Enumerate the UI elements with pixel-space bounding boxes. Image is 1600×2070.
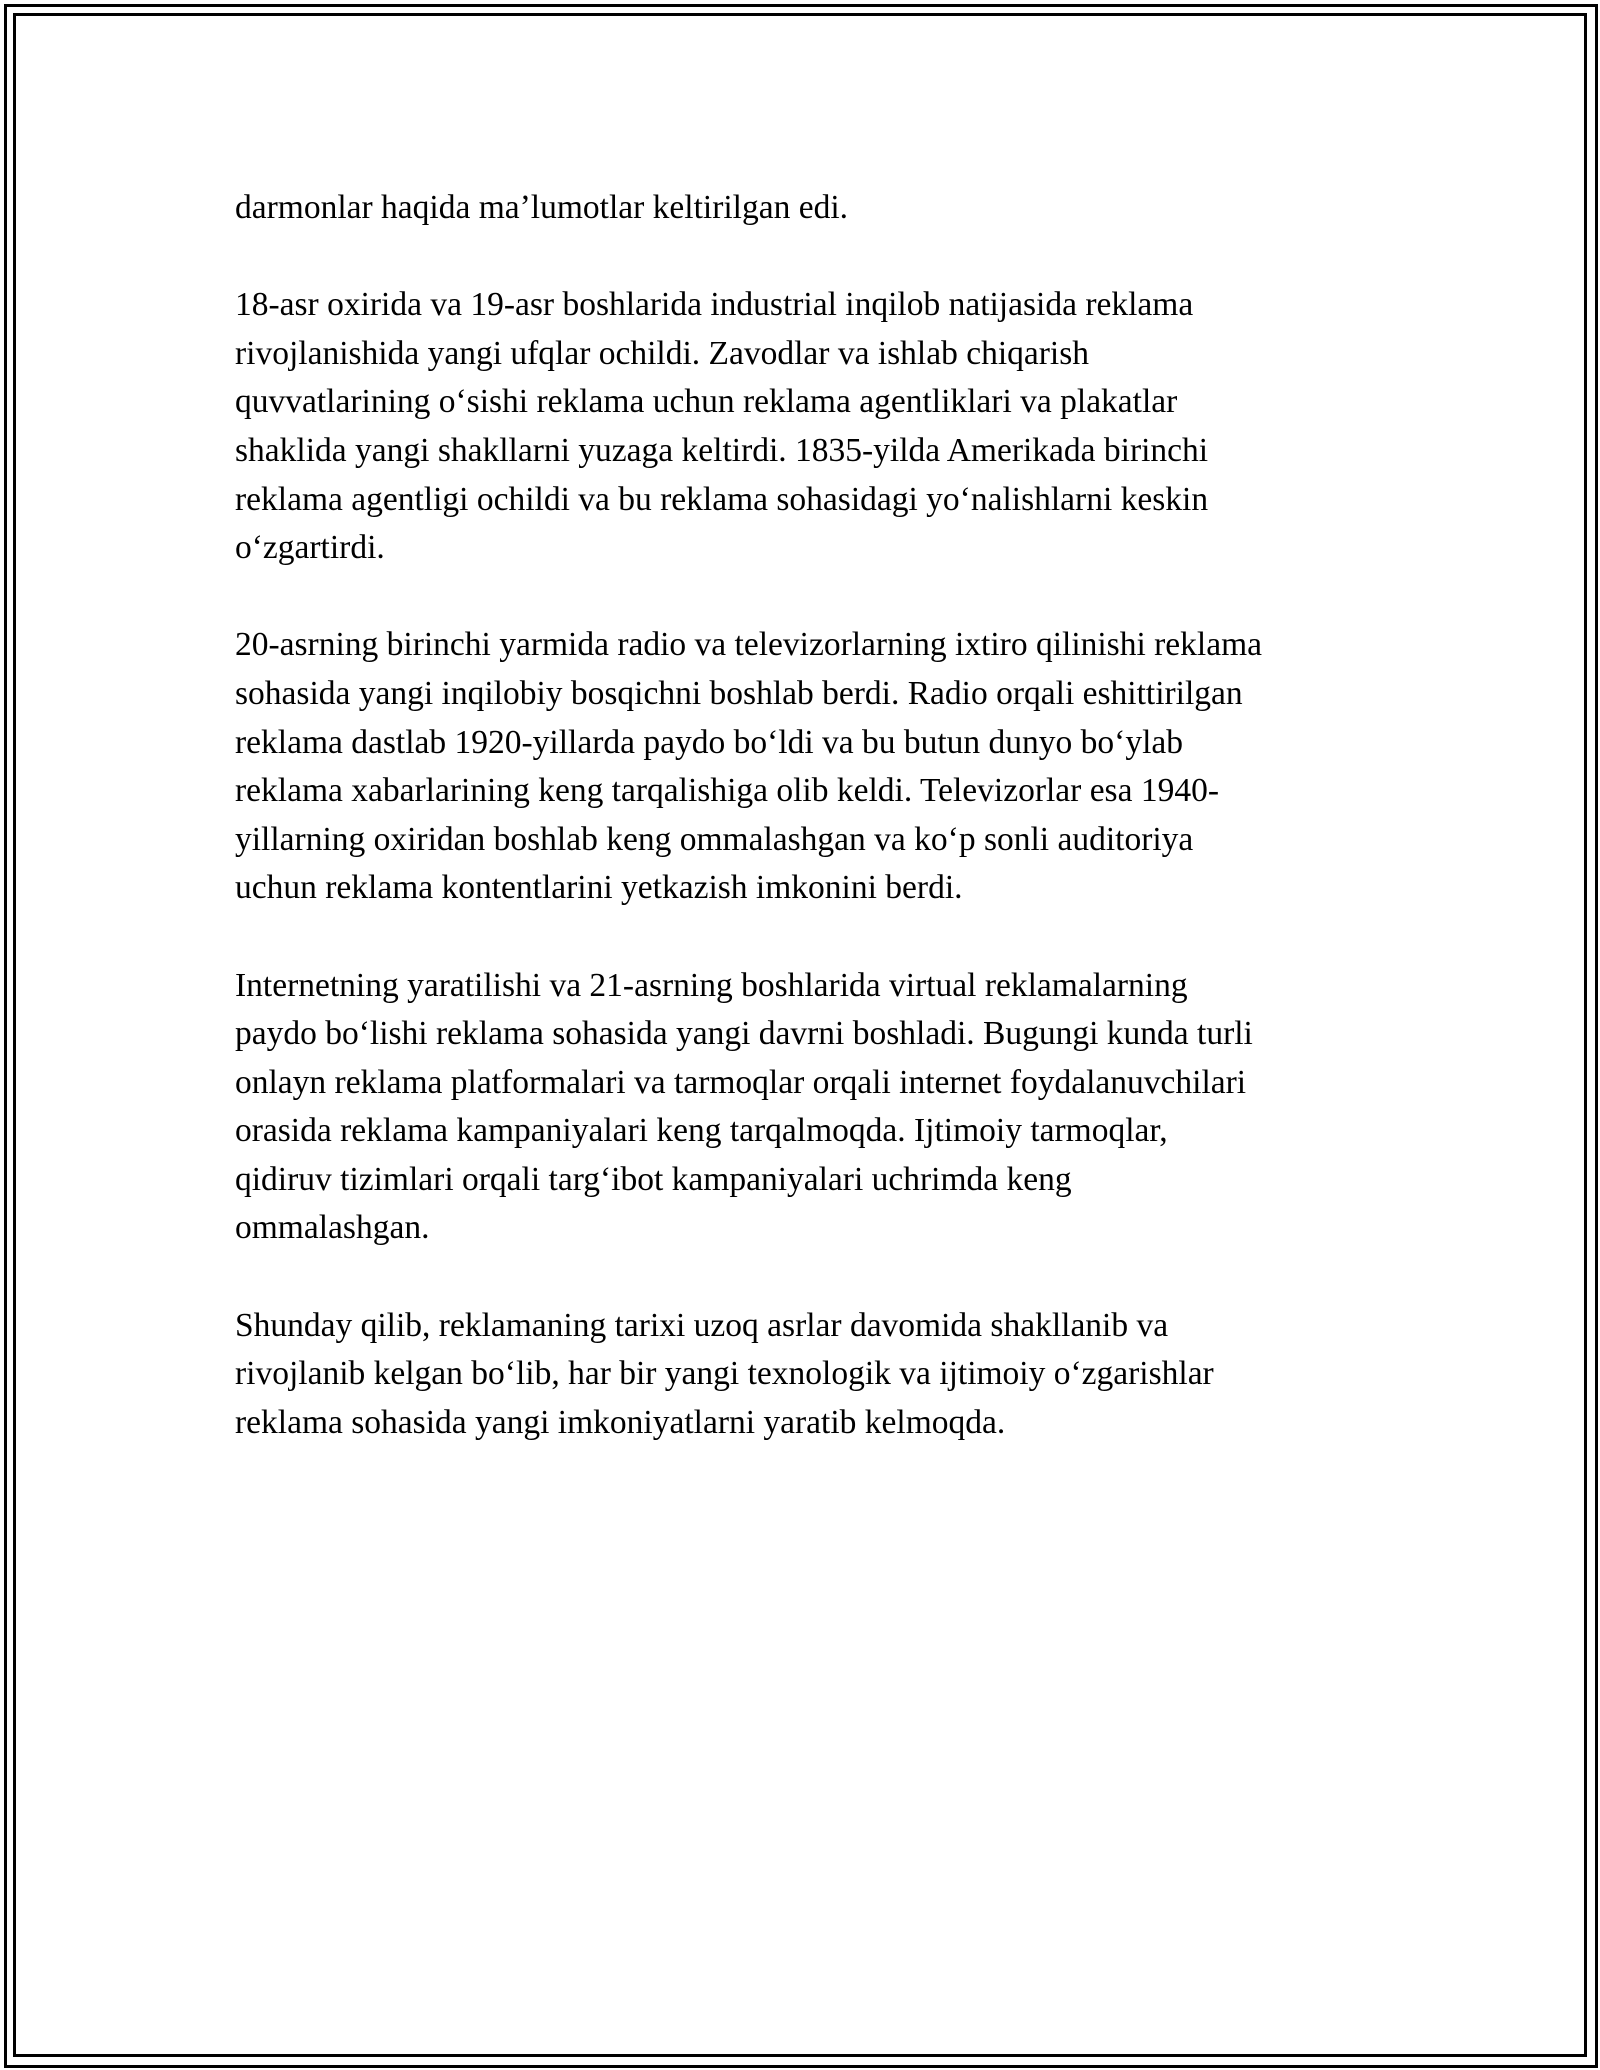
- paragraph-4: Internetning yaratilishi va 21-asrning boshlarida virtual reklamalarning paydo boʻlishi reklama sohasida yangi davrni boshladi. Bugungi kunda turli onlayn reklama platformalari va tarmoqlar orqali internet foydalanuvchilari orasida reklama kampaniyalari keng tarqalmoqda. Ijtimoiy tarmoqlar, qidiruv tizimlari orqali targʻibot kampaniyalari uchrimda keng ommalashgan.: [235, 966, 1253, 1247]
- document-body: [235, 184, 1365, 1496]
- paragraph-3: 20-asrning birinchi yarmida radio va televizorlarning ixtiro qilinishi reklama sohasida yangi inqilobiy bosqichni boshlab berdi. Radio orqali eshittirilgan reklama dastlab 1920-yillarda paydo boʻldi va bu butun dunyo boʻylab reklama xabarlarining keng tarqalishiga olib keldi. Televizorlar esa 1940- yillarning oxiridan boshlab keng ommalashgan va koʻp sonli auditoriya uchun reklama kontentlarini yetkazish imkonini berdi.: [235, 626, 1263, 907]
- paragraph-2: 18-asr oxirida va 19-asr boshlarida industrial inqilob natijasida reklama rivojlanishida yangi ufqlar ochildi. Zavodlar va ishlab chiqarish quvvatlarining oʻsishi reklama uchun reklama agentliklari va plakatlar shaklida yangi shakllarni yuzaga keltirdi. 1835-yilda Amerikada birinchi reklama agentligi ochildi va bu reklama sohasidagi yoʻnalishlarni keskin oʻzgartirdi.: [235, 286, 1209, 567]
- paragraph-5: Shunday qilib, reklamaning tarixi uzoq asrlar davomida shakllanib va rivojlanib kelgan boʻlib, har bir yangi texnologik va ijtimoiy oʻzgarishlar reklama sohasida yangi imkoniyatlarni yaratib kelmoqda.: [235, 1306, 1214, 1441]
- paragraph-1: darmonlar haqida maʼlumotlar keltirilgan edi.: [235, 189, 849, 226]
